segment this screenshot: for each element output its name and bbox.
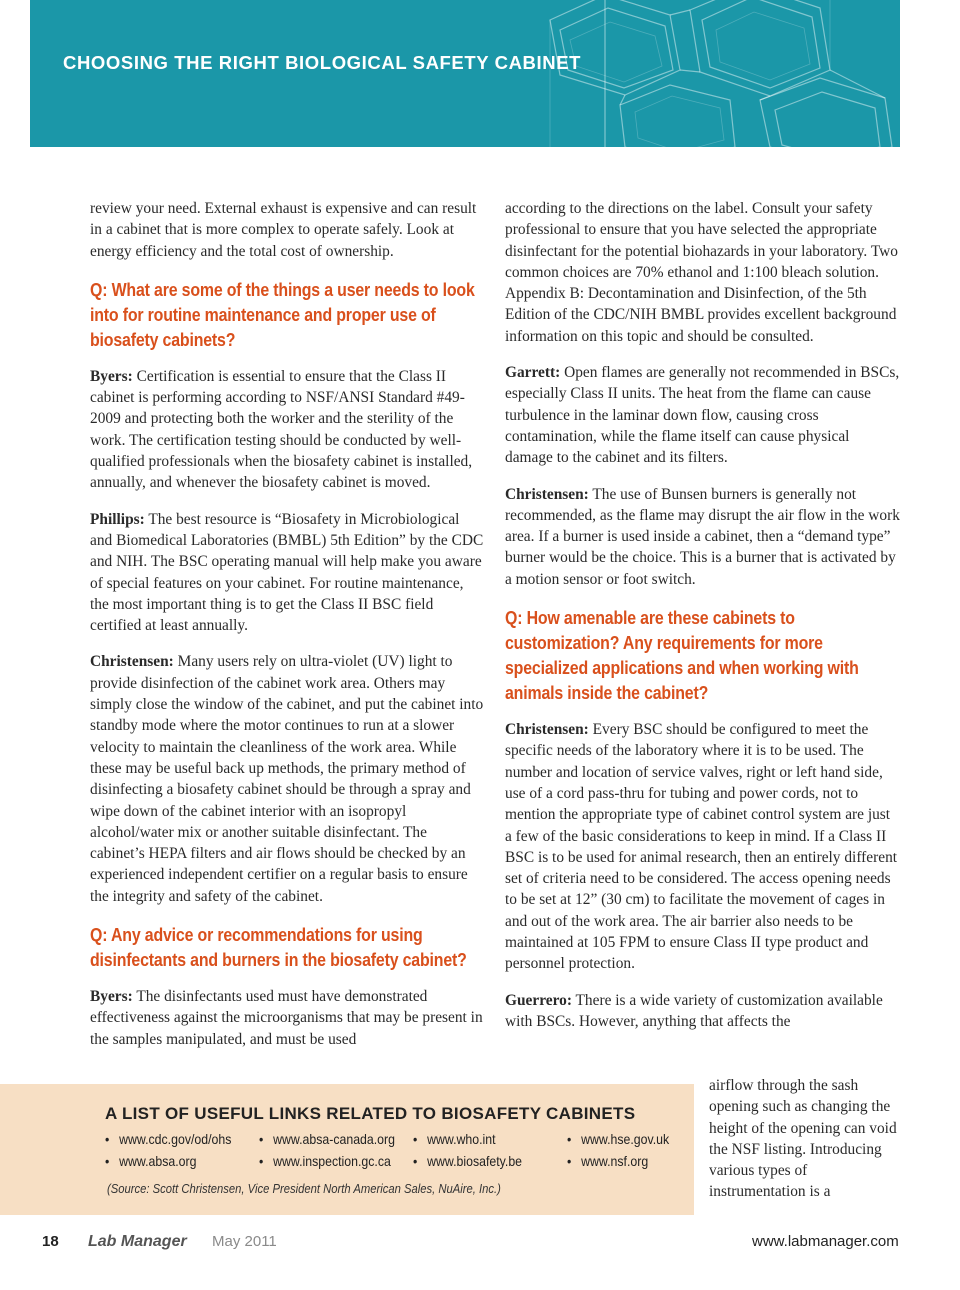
link-item[interactable]: • www.absa.org xyxy=(105,1153,197,1169)
link-item[interactable]: • www.inspection.gc.ca xyxy=(259,1153,391,1169)
paragraph: according to the directions on the label. Consult your safety professional to ensure that you have selected the appropriate disinfectant for the potential biohazards in your laboratory. Two common choices are 70% ethanol and 1:100 bleach solution. Appendix B: Decontamination and Disinfection, of the 5th Edition of the CDC/NIH BMBL provides excellent background information on this topic and should be consulted. xyxy=(505,200,898,345)
speaker-name: Phillips: xyxy=(90,510,145,528)
bullet-icon: • xyxy=(259,1153,264,1169)
answer-text: Many users rely on ultra-violet (UV) light to provide disinfection of the cabinet work area. Others may simply close the window of the cabinet, and put the cabinet into standby mode where the motor continues to run at a slower velocity to maintain the cleanliness of the work area. While these may be useful back up methods, the primary method of disinfecting a biosafety cabinet should be through a spray and wipe down of the cabinet interior with an isopropyl alcohol/water mix or another suitable disinfectant. The cabinet’s HEPA filters and air flows should be checked by an experienced independent certifier on a regular basis to ensure the integrity and safety of the cabinet. xyxy=(90,653,484,905)
bullet-icon: • xyxy=(105,1153,110,1169)
paragraph: review your need. External exhaust is expensive and can result in a cabinet that is more complex to operate safely. Look at energy efficiency and the total cost of ownership. xyxy=(90,200,477,260)
speaker-name: Christensen: xyxy=(505,721,589,739)
link-item[interactable]: • www.nsf.org xyxy=(567,1153,649,1169)
issue-date: May 2011 xyxy=(212,1233,277,1250)
bullet-icon: • xyxy=(105,1131,110,1147)
answer-text: Certification is essential to ensure that the Class II cabinet is performing according to NSF/ANSI Standard #49-2009 and protecting both the worker and the sterility of the work. The certification testing should be conducted by well-qualified professionals when the biosafety cabinet is installed, annually, and whenever the biosafety cabinet is moved. xyxy=(90,367,473,492)
left-column xyxy=(90,198,485,1065)
bullet-icon: • xyxy=(259,1131,264,1147)
link-item[interactable]: • www.hse.gov.uk xyxy=(567,1131,670,1147)
answer-text: There is a wide variety of customization available with BSCs. However, anything that affects the xyxy=(505,991,883,1030)
speaker-name: Byers: xyxy=(90,988,133,1006)
speaker-name: Christensen: xyxy=(90,653,174,671)
answer-text: Every BSC should be configured to meet the specific needs of the laboratory where it is to be used. The number and location of service valves, right or left hand side, use of a cord pass-thru for tubing and power cords, not to mention the appropriate type of cabinet control system are just a few of the basic considerations to keep in mind. If a Class II BSC is to be used for animal research, then an entirely different set of criteria need to be considered. The access opening needs to be set at 12” (30 cm) to facilitate the movement of cages in and out of the work area. The air barrier also needs to be maintained at 105 FPM to ensure Class II type product and personnel protection. xyxy=(505,721,898,973)
question-heading: Q: How amenable are these cabinets to customization? Any requirements for more specialized applications and when working with animals inside the cabinet? xyxy=(505,607,859,704)
answer-paragraph xyxy=(90,651,485,907)
speaker-name: Christensen: xyxy=(505,485,589,503)
question-heading: Q: What are some of the things a user needs to look into for routine maintenance and proper use of biosafety cabinets? xyxy=(90,278,475,350)
link-item[interactable]: • www.absa-canada.org xyxy=(259,1131,395,1147)
continued-text: airflow through the sash opening such as changing the height of the opening can void the NSF listing. Introducing various types of instrumentation is a xyxy=(709,1077,897,1201)
answer-text: The use of Bunsen burners is generally not recommended, as the flame may disrupt the air flow in the work area. If a burner is used inside a cabinet, then a “demand type” burner would be the choice. This is a burner that is activated by a motion sensor or foot switch. xyxy=(505,485,900,588)
bullet-icon: • xyxy=(567,1131,572,1147)
link-item[interactable]: • www.biosafety.be xyxy=(413,1153,523,1169)
answer-text: The disinfectants used must have demonstrated effectiveness against the microorganisms that may be present in the samples manipulated, and must be used xyxy=(90,988,483,1048)
answer-paragraph xyxy=(90,366,485,494)
section-title: CHOOSING THE RIGHT BIOLOGICAL SAFETY CABINET xyxy=(63,52,582,73)
useful-links-box xyxy=(0,1084,694,1215)
question-heading: Q: Any advice or recommendations for using disinfectants and burners in the biosafety cabinet? xyxy=(90,924,467,971)
page-number: 18 xyxy=(42,1233,59,1250)
magazine-name: Lab Manager xyxy=(88,1233,187,1250)
bullet-icon: • xyxy=(413,1131,418,1147)
website-link[interactable]: www.labmanager.com xyxy=(752,1233,899,1250)
link-item[interactable]: • www.who.int xyxy=(413,1131,496,1147)
header-banner xyxy=(30,0,900,147)
answer-paragraph xyxy=(505,362,900,468)
links-source-note: (Source: Scott Christensen, Vice President North American Sales, NuAire, Inc.) xyxy=(107,1182,501,1196)
answer-text: The best resource is “Biosafety in Microbiological and Biomedical Laboratories (BMBL) 5th Edition” by the CDC and NIH. The BSC operating manual will help make you aware of special features on your cabinet. For routine maintenance, the most important thing is to get the Class II BSC field certified at least annually. xyxy=(90,510,484,635)
speaker-name: Byers: xyxy=(90,367,133,385)
link-item[interactable]: • www.cdc.gov/od/ohs xyxy=(105,1131,232,1147)
answer-paragraph xyxy=(505,719,900,975)
answer-paragraph xyxy=(505,990,900,1033)
answer-paragraph xyxy=(90,509,485,637)
bullet-icon: • xyxy=(413,1153,418,1169)
links-box-title: A LIST OF USEFUL LINKS RELATED TO BIOSAFETY CABINETS xyxy=(105,1104,636,1123)
answer-text: Open flames are generally not recommended in BSCs, especially Class II units. The heat from the flame can cause turbulence in the laminar down flow, causing cross contamination, while the flame itself can cause physical damage to the cabinet and its filters. xyxy=(505,364,900,467)
answer-paragraph xyxy=(90,986,485,1050)
speaker-name: Guerrero: xyxy=(505,991,572,1009)
answer-paragraph xyxy=(505,484,900,590)
right-column xyxy=(505,198,900,1032)
bullet-icon: • xyxy=(567,1153,572,1169)
speaker-name: Garrett: xyxy=(505,364,561,382)
